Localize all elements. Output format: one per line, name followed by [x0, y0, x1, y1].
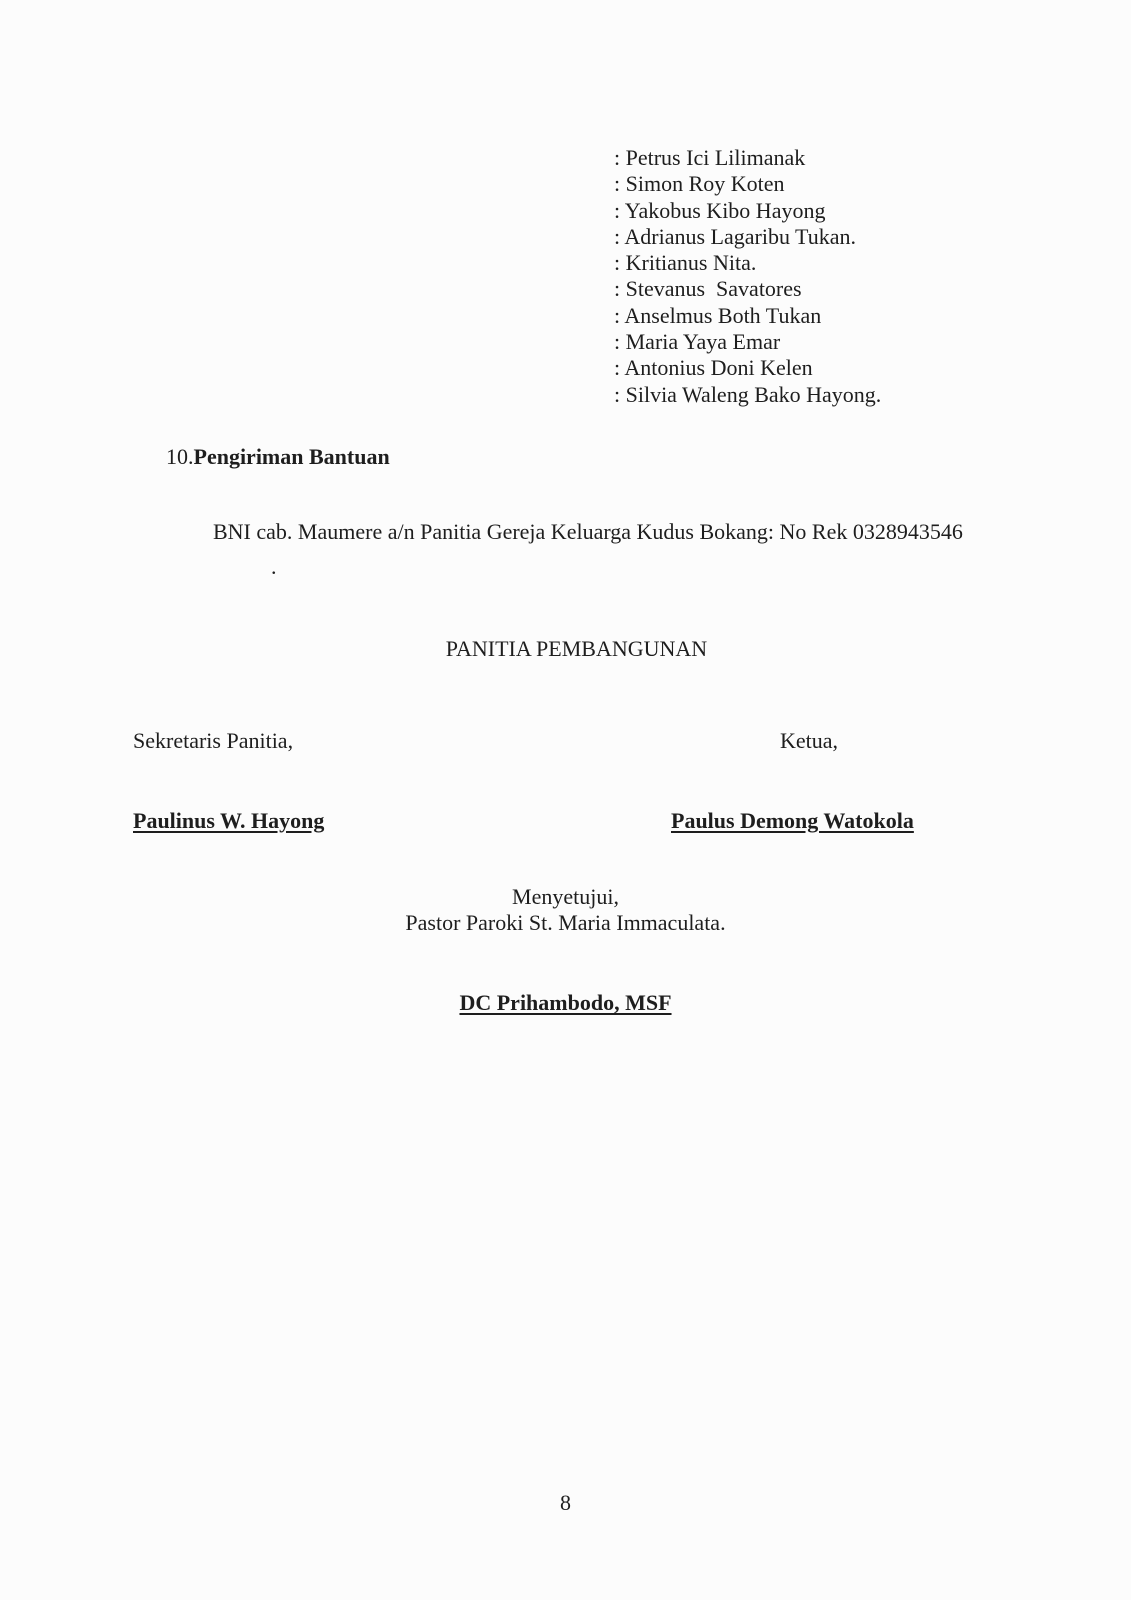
- pastor-name: DC Prihambodo, MSF: [459, 990, 672, 1015]
- approval-block: [0, 884, 1131, 936]
- member-item: : Stevanus Savatores: [614, 276, 802, 302]
- chair-name: Paulus Demong Watokola: [671, 808, 914, 833]
- secretary-role: Sekretaris Panitia,: [133, 728, 294, 753]
- approval-position: Pastor Paroki St. Maria Immaculata.: [405, 910, 726, 935]
- secretary-name: Paulinus W. Hayong: [133, 808, 325, 833]
- member-item: : Yakobus Kibo Hayong: [614, 197, 826, 223]
- section-heading: [166, 444, 390, 470]
- member-item: : Adrianus Lagaribu Tukan.: [614, 223, 856, 249]
- approval-label: Menyetujui,: [512, 884, 619, 909]
- section-number: 10.: [166, 444, 194, 469]
- chair-role: Ketua,: [780, 728, 839, 753]
- page-number: 8: [560, 1490, 571, 1515]
- member-item: : Anselmus Both Tukan: [614, 302, 822, 328]
- member-item: : Petrus Ici Lilimanak: [614, 145, 806, 170]
- member-item: : Simon Roy Koten: [614, 171, 785, 197]
- member-item: : Silvia Waleng Bako Hayong.: [614, 381, 882, 407]
- bank-account-details: BNI cab. Maumere a/n Panitia Gereja Keluarga Kudus Bokang: No Rek 0328943546: [213, 519, 963, 544]
- committee-member-list: [614, 145, 881, 408]
- pastor-signature: [0, 990, 1131, 1016]
- stray-mark: .: [271, 554, 277, 579]
- member-item: : Maria Yaya Emar: [614, 329, 781, 355]
- member-item: : Kritianus Nita.: [614, 250, 757, 276]
- member-item: : Antonius Doni Kelen: [614, 355, 813, 381]
- section-title: Pengiriman Bantuan: [193, 444, 390, 469]
- committee-title: PANITIA PEMBANGUNAN: [445, 636, 708, 661]
